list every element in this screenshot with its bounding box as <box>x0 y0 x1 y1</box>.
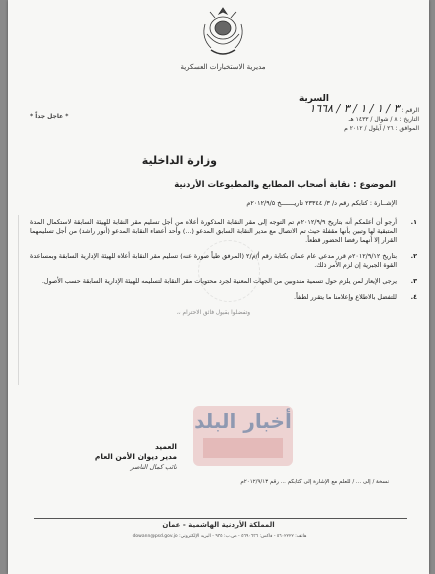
reference-date-value: ٨ / شوال / ١٤٣٣ هـ <box>348 116 398 123</box>
margin-line <box>18 215 19 385</box>
reference-date-row: التاريخ : ٨ / شوال / ١٤٣٣ هـ <box>348 116 419 123</box>
reference-block <box>269 104 419 133</box>
signature-name: نائب كمال الناصر <box>130 463 177 471</box>
closing-line: وتفضلوا بقبول فائق الاحترام ،، <box>176 310 251 316</box>
reference-number-row: الرقم : ٣ / ١ / ١ / ٣ / ١٦٦٨ <box>309 102 419 115</box>
department-name: مديرية الاستخبارات العسكرية <box>180 63 266 71</box>
royal-emblem-icon <box>193 4 253 62</box>
footer-address: هاتف: ٥٦٠٢٢٢٢ - فاكس: ٥٦٩٠٦٣٦ - ص.ب: ٩٣٥ - البريد الإلكتروني: dowann@psd.gov.jo <box>132 534 307 539</box>
paragraph-number: ٤. <box>410 293 417 301</box>
reference-corresponding-value: ٢٦ / آيلول / ٢٠١٢ م <box>344 125 394 132</box>
classification-label: السرية <box>298 94 329 104</box>
reference-corresponding-label: الموافق <box>399 125 419 132</box>
cc-line: نسخة / إلى ... / للعلم مع الإشارة إلى كتابكم ... رقم ٢٠١٢/٩/١٣م <box>240 479 389 485</box>
paragraph-number: ٢. <box>410 252 417 260</box>
paragraph-number: ١. <box>410 218 417 226</box>
reference-line: الإشــارة : كتابكم رقم د/ ٣/ ٢٣٣٤٤ تاريـــــــخ ٢٠١٢/٩/٥م <box>246 199 397 207</box>
reference-number-label: الرقم <box>405 107 419 114</box>
paragraph-text: بتاريخ ٢٠١٢/٩/١٢م قرر مدعي عام عمان بكتابة رقم أ/م/٢ (المرفق طياً صورة عنه) تسليم مقر النقابة أعلاه للهيئة الإدارية السابقة وبمساعدة القوة الجبرية إن لزم الأمر ذلك. <box>30 252 397 269</box>
reference-corresponding-row: الموافق : ٢٦ / آيلول / ٢٠١٢ م <box>344 125 419 132</box>
signature-block <box>37 442 177 472</box>
paragraph-text: يرجى الإيعاز لمن يلزم حول تسمية مندوبين من الجهات المعنية لجرد محتويات مقر النقابة لتسليمه للهيئة الإدارية السابقة حسب الأصول. <box>41 277 397 285</box>
paragraph <box>30 293 415 302</box>
subject-text: نقابة أصحاب المطابع والمطبوعات الأردنية <box>174 180 351 190</box>
footer-divider <box>34 518 407 519</box>
footer-kingdom: المملكة الأردنية الهاشمية - عمان <box>162 521 275 529</box>
paragraph-number: ٣. <box>410 277 417 285</box>
letter-body <box>30 199 415 325</box>
news-site-watermark <box>173 376 313 496</box>
watermark-text: أخبار البلد <box>194 409 292 433</box>
paragraph <box>30 218 415 245</box>
document-page <box>8 0 429 574</box>
urgent-mark: * عاجل جداً * <box>30 113 69 120</box>
paragraph-text: للتفضل بالاطلاع وإعلامنا ما يتقرر لطفاً. <box>294 293 397 301</box>
reference-number-value: ٣ / ١ / ١ / ٣ / ١٦٦٨ <box>309 102 400 115</box>
paragraph <box>30 252 415 270</box>
subject-label: الموضوع : <box>353 180 396 190</box>
signature-rank: العميد <box>154 442 177 451</box>
addressee-ministry: وزارة الداخلية <box>141 154 217 167</box>
reference-date-label: التاريخ <box>403 116 419 123</box>
signature-title: مدير ديوان الأمن العام <box>94 452 177 461</box>
paragraph-text: أرجو أن أعلمكم أنه بتاريخ ٢٠١٢/٩/٩م تم التوجه إلى مقر النقابة المذكورة أعلاه من أجل تسليم مقر النقابة للهيئة السابقة لاستكمال المدة المتبقية لها وتبين بأنها مقفلة حيث تم الاتصال مع مدير النقابة السابق المدعو (...) وأحد أعضاء النقابة المدعو (أنور راشد) من أجل تسليمهما القرار إلا أنهما رفضا الحضور قطعاً. <box>30 218 398 244</box>
paragraph <box>30 277 415 286</box>
subject-line <box>174 180 396 190</box>
